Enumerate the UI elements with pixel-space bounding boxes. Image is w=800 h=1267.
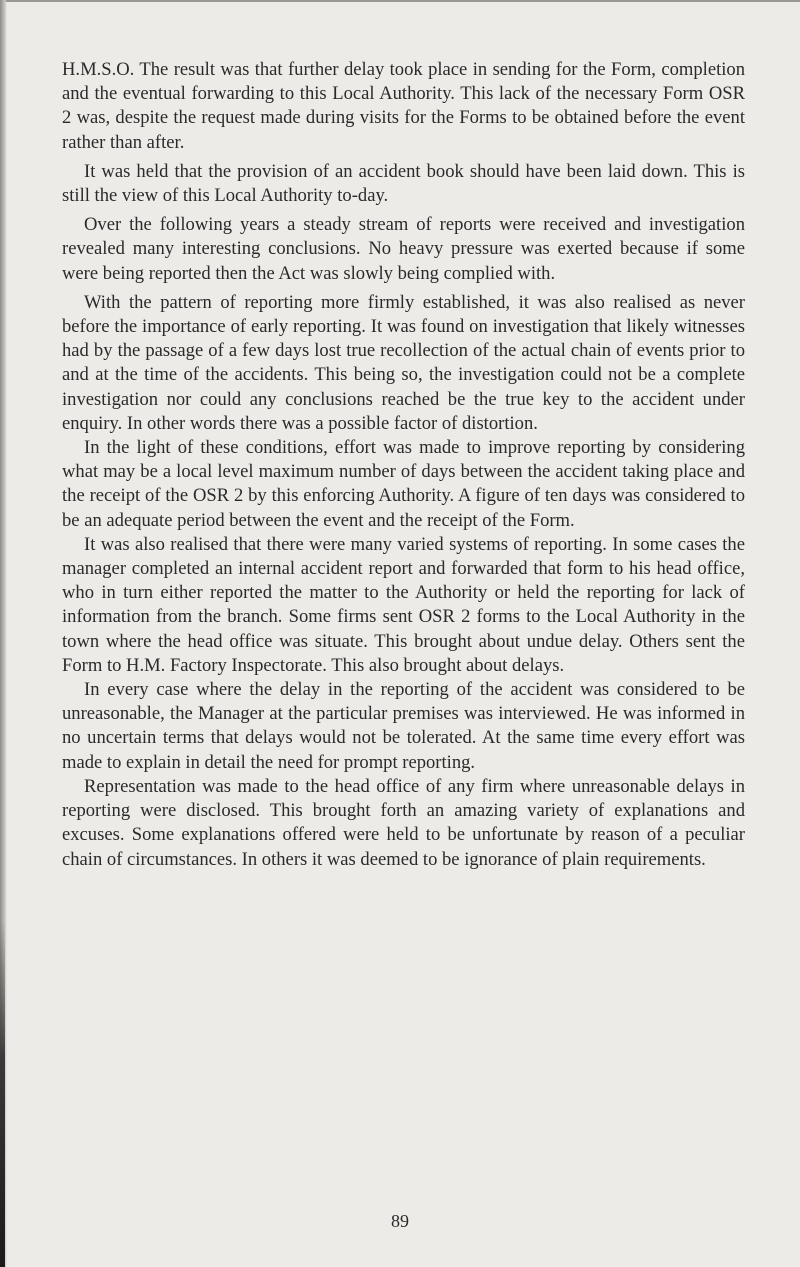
paragraph: In the light of these conditions, effort was made to improve reporting by considering what may be a local level maximum number of days between the accident taking place and the receipt of the OSR 2 by this enforcing Authority. A figure of ten days was considered to be an adequate period between the event and the receipt of the Form. (62, 437, 745, 531)
paragraph: Over the following years a steady stream of reports were received and investigation revealed many interesting conclusions. No heavy pressure was exerted because if some were being reported then the Act was slowly being complied with. (62, 214, 745, 284)
paragraph: In every case where the delay in the reporting of the accident was considered to be unreasonable, the Manager at the particular premises was interviewed. He was informed in no uncertain terms that delays would not be tolerated. At the same time every effort was made to explain in detail the need for prompt reporting. (62, 679, 745, 773)
paragraph: It was also realised that there were many varied systems of reporting. In some cases the manager completed an internal accident report and forwarded that form to his head office, who in turn either reported the matter to the Authority or held the reporting for lack of information from the branch. Some firms sent OSR 2 forms to the Local Authority in the town where the head office was situate. This brought about undue delay. Others sent the Form to H.M. Factory Inspectorate. This also brought about delays. (62, 533, 745, 676)
page-top-edge (0, 0, 800, 2)
page-body (62, 58, 745, 872)
paragraph: It was held that the provision of an accident book should have been laid down. This is still the view of this Local Authority to-day. (62, 160, 745, 207)
page-number: 89 (391, 1211, 409, 1231)
paragraph: Representation was made to the head office of any firm where unreasonable delays in reporting were disclosed. This brought forth an amazing variety of explanations and excuses. Some explanations offered were held to be unfortunate by reason of a peculiar chain of circumstances. In others it was deemed to be ignorance of plain requirements. (62, 775, 745, 870)
paragraph-continued: H.M.S.O. The result was that further delay took place in sending for the Form, completion and the eventual forwarding to this Local Authority. This lack of the necessary Form OSR 2 was, despite the request made during visits for the Forms to be obtained before the event rather than after. (62, 59, 745, 153)
paragraph: With the pattern of reporting more firmly established, it was also realised as never before the importance of early reporting. It was found on investigation that likely witnesses had by the passage of a few days lost true recollection of the actual chain of events prior to and at the time of the accidents. This being so, the investigation could not be a complete investigation nor could any conclusions reached be the true key to the accident under enquiry. In other words there was a possible factor of distortion. (62, 291, 745, 434)
